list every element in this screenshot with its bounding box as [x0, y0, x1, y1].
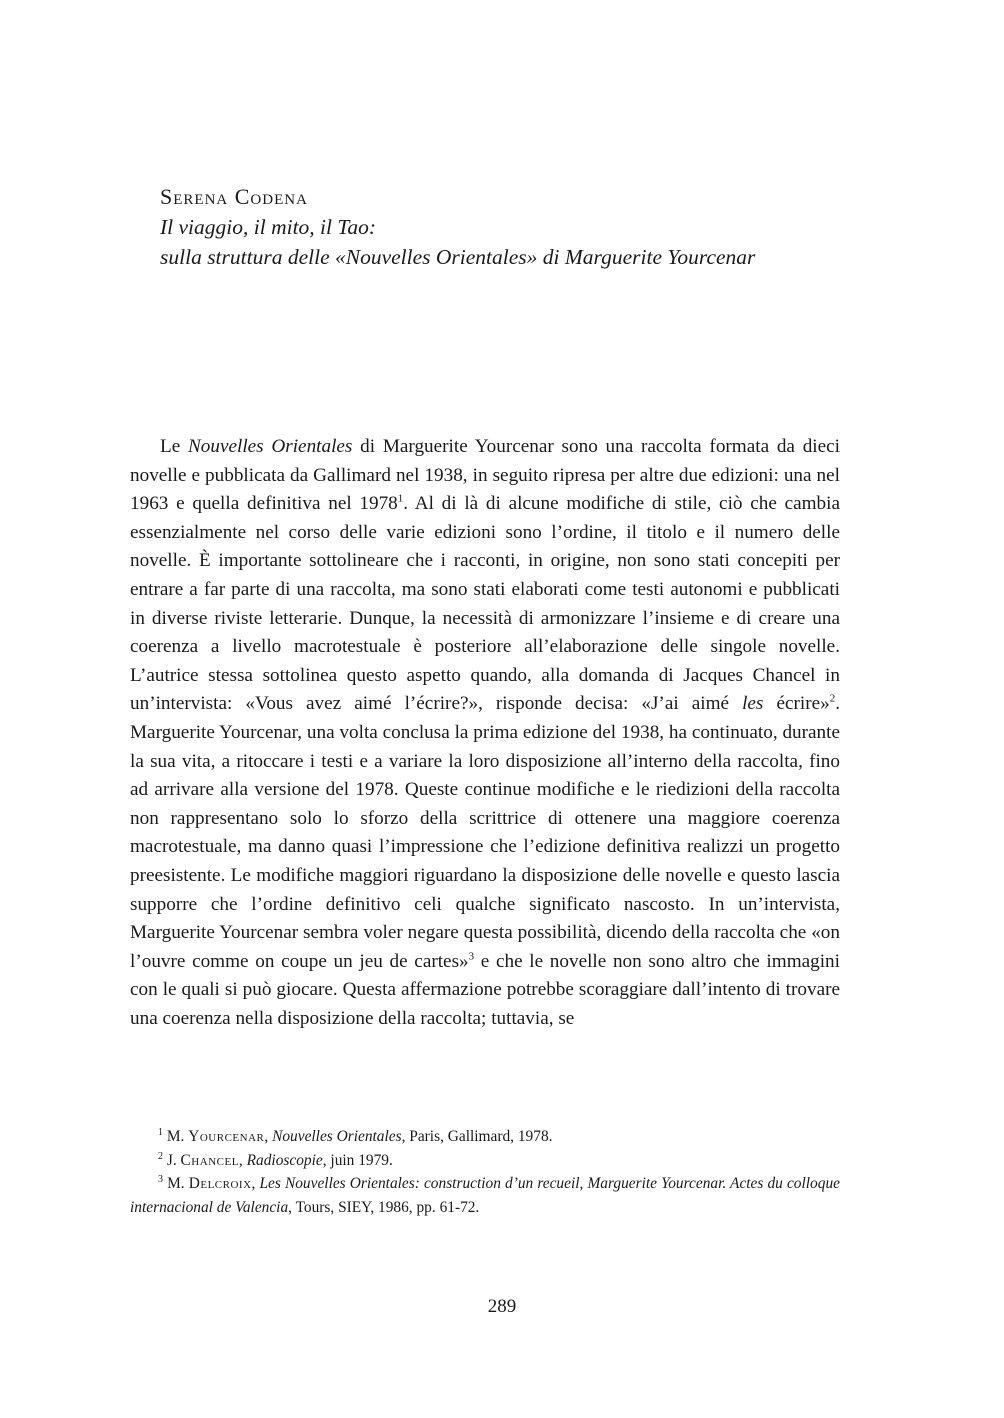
footnote-author-name: Delcroix: [188, 1175, 252, 1192]
text-run: écrire»: [763, 693, 830, 715]
footnote-number: 2: [158, 1150, 163, 1162]
footnote-rest: , juin 1979.: [322, 1151, 393, 1169]
text-run: di Marguerite Yourcenar sono una raccolta formata da dieci novelle e pubblicata da Gallimard nel 1938, in seguito ripresa per altre due edizioni: una nel 1963 e quella definitiva nel 1978: [130, 436, 840, 515]
footnote-rest: , Tours, SIEY, 1986, pp. 61-72.: [288, 1198, 480, 1216]
footnote-1: [130, 1125, 840, 1149]
footnote-sep: ,: [238, 1151, 247, 1169]
footnote-title: Radioscopie: [246, 1151, 323, 1169]
text-run: e che le novelle non sono altro che immagini con le quali si può giocare. Questa affermazione potrebbe scoraggiare dall’intento di trovare una coerenza nella disposizione della raccolta; tuttavia, se: [130, 950, 840, 1029]
footnote-author-initial: J.: [166, 1151, 181, 1169]
footnote-title: Les Nouvelles Orientales: construction d’un recueil, Marguerite Yourcenar. Actes du colloque internacional de Valencia: [130, 1175, 840, 1216]
article-title-line-2: sulla struttura delle «Nouvelles Orientales» di Marguerite Yourcenar: [160, 245, 756, 269]
text-run: Le: [160, 436, 188, 457]
body-paragraph: [130, 433, 840, 1033]
footnote-author-initial: M.: [167, 1175, 189, 1192]
footnote-sep: ,: [264, 1128, 273, 1145]
footnote-sep: ,: [251, 1175, 260, 1192]
footnote-3: [130, 1172, 840, 1219]
article-title-line-1: Il viaggio, il mito, il Tao:: [160, 215, 377, 239]
footnote-2: [130, 1149, 840, 1173]
footnote-author-name: Chancel: [180, 1151, 239, 1169]
footnote-author-initial: M.: [166, 1128, 189, 1145]
italic-title: Nouvelles Orientales: [187, 436, 353, 457]
body-text: [130, 433, 840, 1033]
footnote-number: 1: [158, 1126, 163, 1138]
footnote-ref-1: 1: [397, 492, 404, 505]
footnote-rest: , Paris, Gallimard, 1978.: [401, 1128, 553, 1145]
footnote-ref-3: 3: [468, 950, 475, 963]
footnote-number: 3: [158, 1173, 163, 1185]
footnotes: [130, 1125, 840, 1219]
author-name: Serena Codena: [160, 184, 308, 209]
footnote-ref-2: 2: [829, 692, 836, 705]
text-run: . Marguerite Yourcenar, una volta conclusa la prima edizione del 1938, ha continuato, durante la sua vita, a ritoccare i testi e a variare la loro disposizione all’interno della raccolta, fino ad arrivare alla versione del 1978. Queste continue modifiche e le riedizioni della raccolta non rappresentano solo lo sforzo della scrittrice di ottenere una maggiore coerenza macrotestuale, ma danno quasi l’impressione che l’edizione definitiva realizzi un progetto preesistente. Le modifiche maggiori riguardano la disposizione delle novelle e questo lascia supporre che l’ordine definitivo celi qualche significato nascosto. In un’intervista, Marguerite Yourcenar sembra voler negare questa possibilità, dicendo della raccolta che «on l’ouvre comme on coupe un jeu de cartes»: [130, 693, 840, 972]
footnote-author-name: Yourcenar: [188, 1128, 265, 1145]
page-number: 289: [487, 1296, 517, 1317]
italic-word: les: [742, 693, 764, 715]
text-run: . Al di là di alcune modifiche di stile, ciò che cambia essenzialmente nel corso delle varie edizioni sono l’ordine, il titolo e il numero delle novelle. È importante sottolineare che i racconti, in origine, non sono stati concepiti per entrare a far parte di una raccolta, ma sono stati elaborati come testi autonomi e pubblicati in diverse riviste letterarie. Dunque, la necessità di armonizzare l’insieme e di creare una coerenza a livello macrotestuale è posteriore all’elaborazione delle singole novelle. L’autrice stessa sottolinea questo aspetto quando, alla domanda di Jacques Chancel in un’intervista: «Vous avez aimé l’écrire?», risponde decisa: «J’ai aimé: [130, 493, 840, 715]
footnote-title: Nouvelles Orientales: [272, 1128, 402, 1145]
